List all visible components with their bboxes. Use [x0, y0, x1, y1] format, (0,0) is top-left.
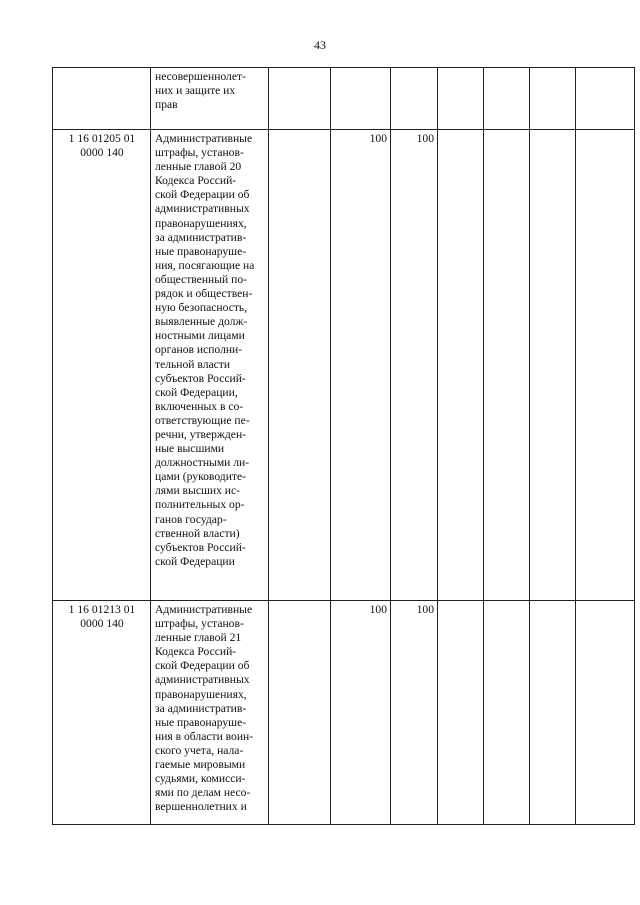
revenue-name-cell: несовершеннолет- них и защите их прав: [151, 68, 269, 130]
table-row: [53, 68, 635, 130]
value-cell-8: [530, 601, 576, 825]
value-cell-7: [484, 68, 530, 130]
value-cell-4: 100: [331, 601, 391, 825]
table-row: [53, 130, 635, 601]
revenue-name-cell: Административные штрафы, установ- ленные главой 21 Кодекса Россий- ской Федерации об административных правонарушениях, за административ- ные правонаруше- ния в области воин- ского учета, нала- гаемые мировыми судьями, комисси- ями по делам несо- вершеннолетних и: [151, 601, 269, 825]
table-row: [53, 601, 635, 825]
value-cell-9: [576, 68, 635, 130]
value-cell-4: [331, 68, 391, 130]
kbk-code-cell: 1 16 01213 01 0000 140: [53, 601, 151, 825]
kbk-code-cell: 1 16 01205 01 0000 140: [53, 130, 151, 601]
value-cell-9: [576, 601, 635, 825]
page-number: 43: [314, 38, 326, 52]
value-cell-7: [484, 130, 530, 601]
value-cell-9: [576, 130, 635, 601]
value-cell-6: [438, 601, 484, 825]
value-cell-6: [438, 68, 484, 130]
value-cell-6: [438, 130, 484, 601]
value-cell-7: [484, 601, 530, 825]
kbk-code-cell: [53, 68, 151, 130]
budget-revenue-table: [52, 67, 635, 825]
revenue-name-cell: Административные штрафы, установ- ленные главой 20 Кодекса Россий- ской Федерации об административных правонарушениях, за административ- ные правонаруше- ния, посягающие на общественный по- рядок и обществен- ную безопасность, выявленные долж- ностными лицами органов исполни- тельной власти субъектов Россий- ской Федерации, включенных в со- ответствующие пе- речни, утвержден- ные высшими должностными ли- цами (руководите- лями высших ис- полнительных ор- ганов государ- ственной власти) субъектов Россий- ской Федерации: [151, 130, 269, 601]
value-cell-8: [530, 68, 576, 130]
value-cell-3: [269, 130, 331, 601]
value-cell-3: [269, 68, 331, 130]
value-cell-5: [391, 68, 438, 130]
value-cell-5: 100: [391, 601, 438, 825]
value-cell-5: 100: [391, 130, 438, 601]
value-cell-4: 100: [331, 130, 391, 601]
value-cell-8: [530, 130, 576, 601]
value-cell-3: [269, 601, 331, 825]
